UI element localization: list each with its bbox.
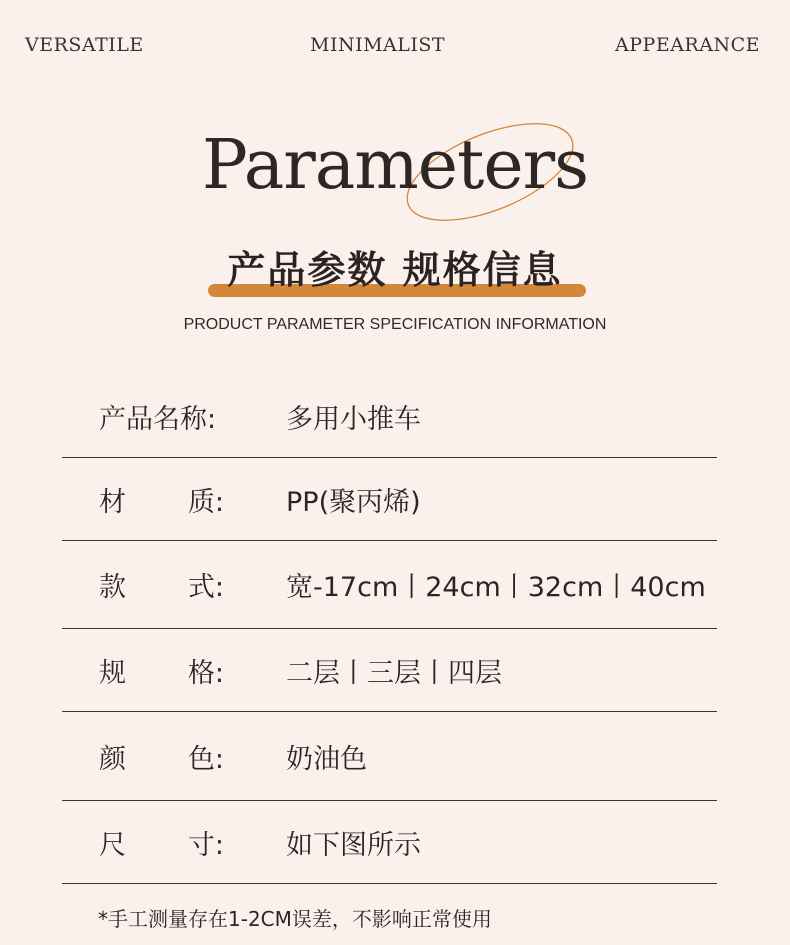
param-label-part: 款 <box>99 572 126 603</box>
param-row-style <box>62 541 717 629</box>
param-label <box>99 712 224 800</box>
param-label-part: 材 <box>99 486 126 518</box>
param-value: 奶油色 <box>286 743 367 775</box>
param-row-color <box>62 712 717 801</box>
param-value: PP(聚丙烯) <box>286 486 421 518</box>
param-label-text: 产品名称: <box>99 403 217 435</box>
param-label <box>99 375 224 457</box>
cn-title-block <box>0 246 790 306</box>
param-value: 宽-17cm丨24cm丨32cm丨40cm <box>286 572 706 603</box>
param-label <box>99 458 224 540</box>
measurement-note: *手工测量存在1-2CM误差，不影响正常使用 <box>98 907 492 931</box>
param-label-part: 规 <box>99 657 126 689</box>
param-row-name <box>62 375 717 458</box>
param-label-part: 质: <box>187 486 224 518</box>
param-label <box>99 801 224 883</box>
tag-appearance: APPEARANCE <box>615 34 760 56</box>
param-label-part: 颜 <box>99 743 126 775</box>
param-value: 如下图所示 <box>286 829 421 861</box>
param-value: 多用小推车 <box>286 403 421 435</box>
cn-title: 产品参数 规格信息 <box>227 248 563 292</box>
param-row-spec <box>62 629 717 712</box>
tag-versatile: VERSATILE <box>25 34 144 56</box>
page-title: Parameters <box>202 126 588 205</box>
param-row-size <box>62 801 717 884</box>
param-label-part: 色: <box>187 743 224 775</box>
param-value: 二层丨三层丨四层 <box>286 657 502 689</box>
tag-minimalist: MINIMALIST <box>310 34 446 56</box>
param-label-part: 式: <box>187 572 224 603</box>
param-label-part: 格: <box>187 657 224 689</box>
param-label <box>99 629 224 711</box>
subtitle: PRODUCT PARAMETER SPECIFICATION INFORMATION <box>183 316 607 333</box>
param-label-part: 寸: <box>187 829 224 861</box>
param-label <box>99 541 224 628</box>
param-label-part: 尺 <box>99 829 126 861</box>
parameter-table <box>62 375 717 884</box>
param-row-material <box>62 458 717 541</box>
